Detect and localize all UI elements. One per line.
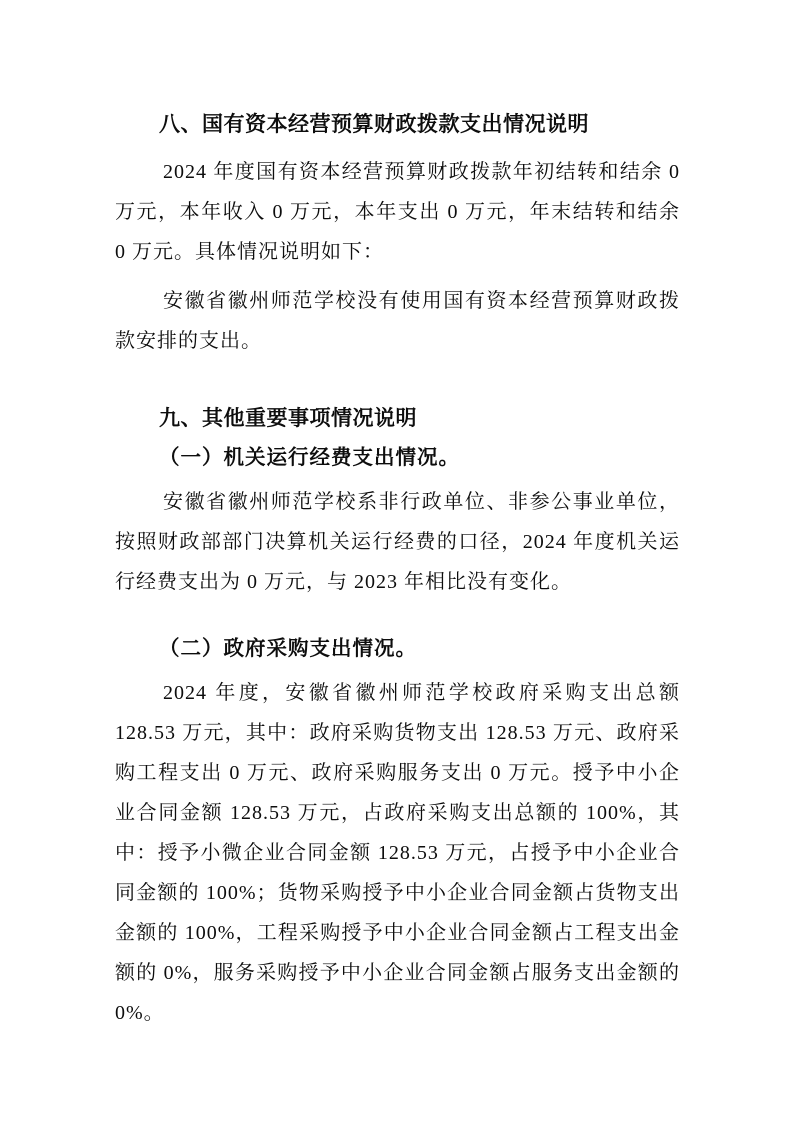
section-8-paragraph-summary: 2024 年度国有资本经营预算财政拨款年初结转和结余 0 万元，本年收入 0 万元，本年支出 0 万元，年末结转和结余 0 万元。具体情况说明如下： (115, 161, 680, 263)
section-8-heading: 八、国有资本经营预算财政拨款支出情况说明 (159, 112, 589, 136)
section-8-paragraph-detail: 安徽省徽州师范学校没有使用国有资本经营预算财政拨款安排的支出。 (115, 290, 680, 352)
section-other-important-matters (115, 398, 680, 1033)
subsection-2-heading: （二）政府采购支出情况。 (159, 638, 417, 660)
section-9-heading: 九、其他重要事项情况说明 (159, 406, 417, 430)
section-state-capital-budget (115, 104, 680, 361)
subsection-1-paragraph: 安徽省徽州师范学校系非行政单位、非参公事业单位，按照财政部部门决算机关运行经费的口径，2024 年度机关运行经费支出为 0 万元，与 2023 年相比没有变化。 (115, 491, 680, 593)
subsection-2-paragraph: 2024 年度，安徽省徽州师范学校政府采购支出总额 128.53 万元，其中：政府采购货物支出 128.53 万元、政府采购工程支出 0 万元、政府采购服务支出 0 万元。授予中小企业合同金额 128.53 万元，占政府采购支出总额的 100%，其中：授予小微企业合同金额 128.53 万元，占授予中小企业合同金额的 100%；货物采购授予中小企业合同金额占货物支出金额的 100%，工程采购授予中小企业合同金额占工程支出金额的 0%，服务采购授予中小企业合同金额占服务支出金额的 0%。 (115, 682, 680, 1024)
text-column (115, 104, 680, 1033)
subsection-1-heading: （一）机关运行经费支出情况。 (159, 447, 460, 469)
